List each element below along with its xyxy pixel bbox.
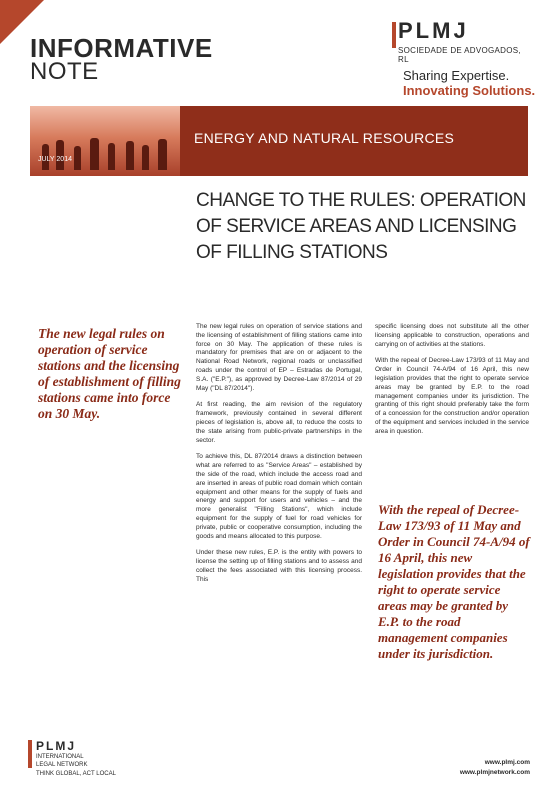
footer-accent-bar (28, 740, 32, 768)
url-link-network[interactable]: www.plmjnetwork.com (459, 769, 530, 776)
issue-date: JULY 2014 (38, 156, 72, 163)
body-column-1 (196, 323, 362, 593)
section-title: ENERGY AND NATURAL RESOURCES (194, 130, 455, 146)
tagline (403, 68, 535, 98)
body-paragraph: specific licensing does not substitute all the other licensing applicable to construction, operations and carrying on of activities at the stations. (375, 323, 529, 348)
logo-name: PLMJ (398, 18, 469, 43)
headline: CHANGE TO THE RULES: OPERATION OF SERVICE AREAS AND LICENSING OF FILLING STATIONS (196, 190, 526, 263)
body-paragraph: Under these new rules, E.P. is the entity with powers to license the setting up of filling stations and to assess and collect the fees associated with this licensing process. This (196, 549, 362, 583)
footer-slogan: THINK GLOBAL, ACT LOCAL (36, 771, 116, 777)
title-line-2: NOTE (30, 58, 99, 85)
body-paragraph: With the repeal of Decree-Law 173/93 of 11 May and Order in Council 74-A/94 of 16 April, this new legislation provides that the right to operate service areas may be granted by E.P. to the road management companies under its jurisdiction. The granting of this right should preferably take the form of a concession for the construction and/or operation of the equipment and services included in the service area in question. (375, 357, 529, 435)
section-banner (30, 106, 528, 176)
banner-photo (30, 106, 180, 176)
tagline-line-2: Innovating Solutions. (403, 83, 536, 98)
logo-firm: SOCIEDADE DE ADVOGADOS, RL (398, 46, 521, 64)
tagline-line-1: Sharing Expertise. (403, 68, 510, 83)
title-line-1: INFORMATIVE (30, 33, 213, 63)
url-link-plmj[interactable]: www.plmj.com (484, 759, 530, 766)
body-paragraph: To achieve this, DL 87/2014 draws a distinction between what are referred to as "Service Areas" – established by the side of the road, which include the access road and are inserted in areas of public road domain which contain equipment and other means for the supply of fuels and energy and support for users and vehicles – and the more generalist "Filling Stations", which include equipment for the supply of fuel for road vehicles for private, public or cooperative consumption, including the goods and means allocated to this purpose. (196, 453, 362, 540)
document-title (30, 33, 213, 85)
body-paragraph: At first reading, the aim revision of the regulatory framework, previously contained in several different pieces of legislation is, above all, to reduce the costs to the state arising from public-private partnerships in the sector. (196, 401, 362, 444)
logo-rule (392, 22, 396, 48)
footer-urls (460, 758, 530, 778)
footer-network-line-1: INTERNATIONAL (36, 754, 84, 760)
footer-logo-name: PLMJ (36, 739, 77, 753)
body-column-2 (375, 323, 529, 445)
pullquote-2: With the repeal of Decree-Law 173/93 of 11 May and Order in Council 74-A/94 of 16 April, this new legislation provides that the right to operate service areas may be granted by E.P. to the road management companies under its jurisdiction. (378, 502, 530, 661)
footer-network-logo (36, 740, 116, 778)
plmj-logo (398, 18, 530, 64)
footer-network-line-2: LEGAL NETWORK (36, 762, 88, 768)
pullquote-1: The new legal rules on operation of service stations and the licensing of establishment of filling stations came into force on 30 May. (38, 326, 181, 421)
body-paragraph: The new legal rules on operation of service stations and the licensing of establishment of filling stations came into force on 30 May. The application of these rules is mandatory for premises that are on or adjacent to the National Road Network, regional roads or unclassified roads under the control of EP – Estradas de Portugal, S.A. ("E.P."), as approved by Decree-Law 87/2014 of 29 May ("DL 87/2014"). (196, 323, 362, 392)
